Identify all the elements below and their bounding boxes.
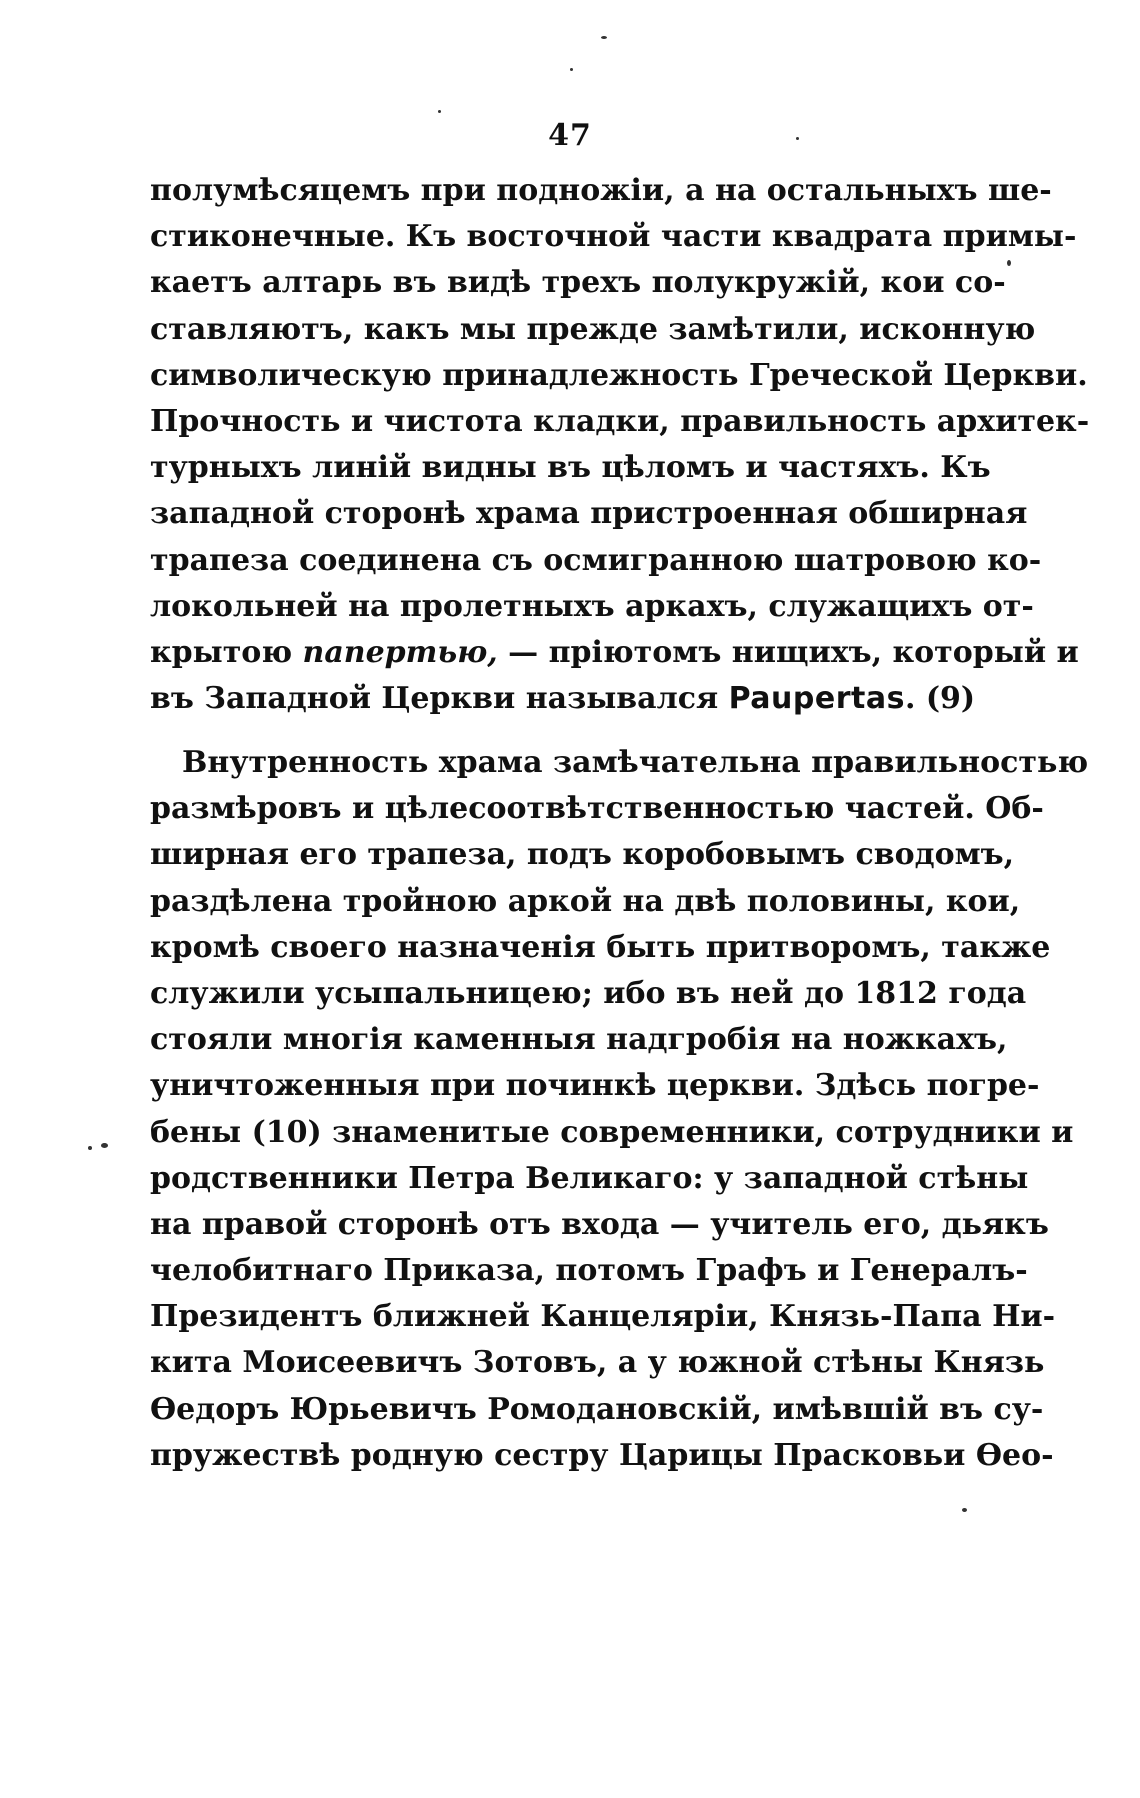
italic-term: папертью, (302, 634, 498, 670)
text-line: кромѣ своего назначенія быть притворомъ, также (150, 929, 1051, 965)
text-line: ширная его трапеза, подъ коробовымъ сводомъ, (150, 837, 1015, 873)
text-run: въ Западной Церкви назывался (150, 681, 729, 717)
text-line: символическую принадлежность Греческой Церкви. (150, 357, 1088, 393)
text-line: пружествѣ родную сестру Царицы Прасковьи Ѳео- (150, 1437, 1054, 1473)
text-line: Президентъ ближней Канцеляріи, Князь-Папа Ни- (150, 1299, 1056, 1335)
text-line: стиконечные. Къ восточной части квадрата примы- (150, 219, 1077, 255)
text-line: кита Моисеевичъ Зотовъ, а у южной стѣны Князь (150, 1345, 1045, 1381)
page-number: 47 (548, 118, 592, 153)
scan-speck (88, 1146, 92, 1150)
text-line: Внутренность храма замѣчательна правильностью (182, 745, 1089, 780)
latin-term: Paupertas (728, 681, 905, 717)
text-line: полумѣсяцемъ при подножіи, а на остальныхъ ше- (150, 173, 1052, 208)
scan-speck (438, 110, 441, 113)
text-line: челобитнаго Приказа, потомъ Графъ и Генералъ- (150, 1253, 1028, 1289)
text-line: турныхъ линій видны въ цѣломъ и частяхъ. Къ (150, 450, 991, 486)
scan-speck (570, 68, 573, 71)
text-line: бены (10) знаменитые современники, сотрудники и (150, 1114, 1074, 1150)
text-run: крытою (150, 634, 303, 670)
footnote-reference: . (9) (904, 681, 976, 717)
text-line: уничтоженныя при починкѣ церкви. Здѣсь погре- (150, 1068, 1040, 1104)
text-line: каетъ алтарь въ видѣ трехъ полукружій, кои со- (150, 265, 1006, 301)
scan-speck (796, 137, 799, 140)
paragraph-1 (150, 168, 1090, 722)
paragraph-2 (150, 740, 1089, 1479)
text-line: трапеза соединена съ осмигранною шатровою ко- (150, 542, 1042, 578)
text-line-last (150, 676, 976, 722)
text-line: Ѳедоръ Юрьевичъ Ромодановскій, имѣвшій въ су- (150, 1391, 1044, 1427)
text-line: служили усыпальницею; ибо въ ней до 1812 года (150, 975, 1027, 1011)
text-line-with-italic (150, 630, 1079, 676)
scan-speck (101, 1143, 108, 1148)
text-line: ставляютъ, какъ мы прежде замѣтили, исконную (150, 311, 1036, 347)
text-line: стояли многія каменныя надгробія на ножкахъ, (150, 1022, 1008, 1058)
text-line: западной сторонѣ храма пристроенная обширная (150, 496, 1028, 532)
text-line: раздѣлена тройною аркой на двѣ половины, кои, (150, 883, 1021, 919)
text-line: локольней на пролетныхъ аркахъ, служащихъ от- (150, 588, 1034, 624)
text-line: Прочность и чистота кладки, правильность архитек- (150, 403, 1090, 439)
text-run: — пріютомъ нищихъ, который и (497, 634, 1079, 670)
text-line: родственники Петра Великаго: у западной стѣны (150, 1160, 1029, 1196)
scan-speck (1007, 260, 1011, 266)
scan-speck (962, 1508, 967, 1512)
scan-speck (601, 36, 607, 39)
text-line: размѣровъ и цѣлесоотвѣтственностью частей. Об- (150, 791, 1044, 827)
text-line: на правой сторонѣ отъ входа — учитель его, дьякъ (150, 1206, 1049, 1242)
